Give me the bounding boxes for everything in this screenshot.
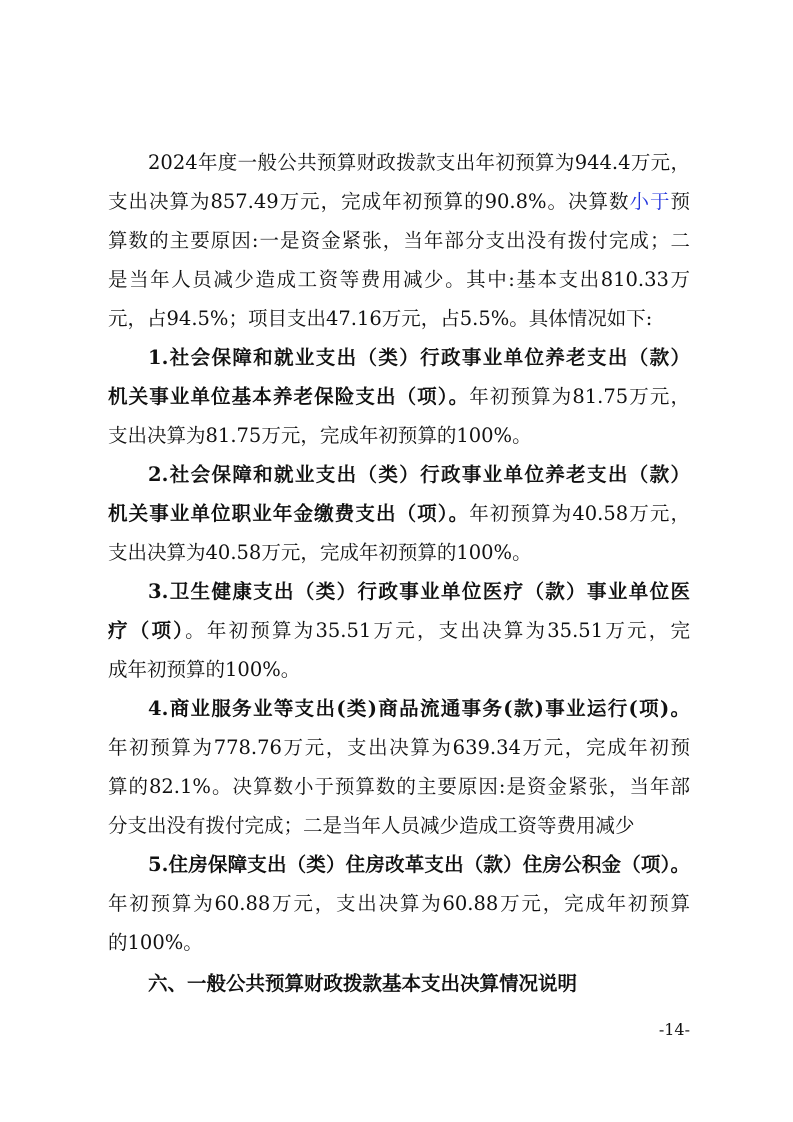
paragraph-5-line <box>108 728 690 767</box>
heading-text: 1.社会保障和就业支出（类）行政事业单位养老支出（款） <box>148 346 690 369</box>
heading-text: 2.社会保障和就业支出（类）行政事业单位养老支出（款） <box>148 463 690 486</box>
body-text: 算的82.1%。决算数小于预算数的主要原因:是资金紧张，当年部 <box>108 775 690 798</box>
body-text: 。年初预算为35.51万元，支出决算为35.51万元，完 <box>185 619 690 642</box>
body-text: 成年初预算的100%。 <box>108 658 301 681</box>
body-text: 年初预算为81.75万元， <box>469 385 690 408</box>
highlighted-text: 小于 <box>629 190 671 213</box>
paragraph-4-line <box>108 650 690 689</box>
body-text: 支出决算为857.49万元，完成年初预算的90.8%。决算数 <box>108 190 630 213</box>
body-text: 的100%。 <box>108 931 203 954</box>
heading-text: 4.商业服务业等支出(类)商品流通事务(款)事业运行(项)。 <box>148 697 690 720</box>
paragraph-2-line <box>108 416 690 455</box>
heading-text: 疗（项） <box>108 619 186 642</box>
heading-text: 六、一般公共预算财政拨款基本支出决算情况说明 <box>148 972 578 995</box>
body-text: 元，占94.5%；项目支出47.16万元，占5.5%。具体情况如下: <box>108 307 653 330</box>
paragraph-5-line <box>148 689 690 728</box>
paragraph-5-line <box>108 806 690 845</box>
paragraph-7-line <box>148 964 690 1003</box>
paragraph-4-line <box>148 572 690 611</box>
body-text: 预 <box>670 190 690 213</box>
heading-text: 3.卫生健康支出（类）行政事业单位医疗（款）事业单位医 <box>148 580 690 603</box>
paragraph-1-line <box>108 260 690 299</box>
heading-text: 5.住房保障支出（类）住房改革支出（款）住房公积金（项）。 <box>148 853 690 876</box>
page-number: -14- <box>658 1020 690 1039</box>
paragraph-3-line <box>108 494 690 533</box>
paragraph-6-line <box>108 884 690 923</box>
body-text: 2024年度一般公共预算财政拨款支出年初预算为944.4万元， <box>148 151 690 174</box>
body-text: 是当年人员减少造成工资等费用减少。其中:基本支出810.33万 <box>108 268 690 291</box>
paragraph-5-line <box>108 767 690 806</box>
heading-text: 机关事业单位职业年金缴费支出（项）。 <box>108 502 470 525</box>
paragraph-1-line <box>148 143 690 182</box>
paragraph-1-line <box>108 221 690 260</box>
body-text: 年初预算为778.76万元，支出决算为639.34万元，完成年初预 <box>108 736 690 759</box>
body-text: 支出决算为40.58万元，完成年初预算的100%。 <box>108 541 532 564</box>
paragraph-3-line <box>108 533 690 572</box>
paragraph-3-line <box>148 455 690 494</box>
body-text: 支出决算为81.75万元，完成年初预算的100%。 <box>108 424 532 447</box>
paragraph-6-line <box>148 845 690 884</box>
paragraph-2-line <box>108 377 690 416</box>
paragraph-6-line <box>108 923 690 962</box>
heading-text: 机关事业单位基本养老保险支出（项）。 <box>108 385 470 408</box>
body-text: 年初预算为40.58万元， <box>469 502 690 525</box>
body-text: 年初预算为60.88万元，支出决算为60.88万元，完成年初预算 <box>108 892 690 915</box>
paragraph-2-line <box>148 338 690 377</box>
body-text: 算数的主要原因:一是资金紧张，当年部分支出没有拨付完成；二 <box>108 229 690 252</box>
paragraph-1-line <box>108 299 690 338</box>
paragraph-1-line <box>108 182 690 221</box>
paragraph-4-line <box>108 611 690 650</box>
body-text: 分支出没有拨付完成；二是当年人员减少造成工资等费用减少 <box>108 814 635 837</box>
